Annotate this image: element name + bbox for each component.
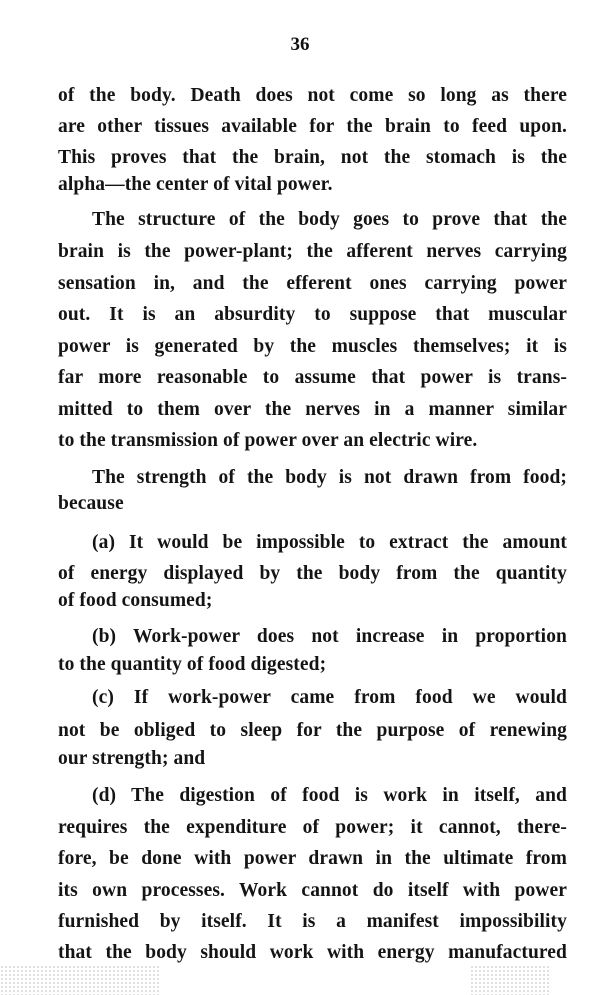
text-line: not be obliged to sleep for the purpose of renewing (58, 720, 567, 741)
text-line: far more reasonable to assume that power is trans- (58, 367, 567, 388)
scan-noise (470, 965, 550, 995)
text-line: of food consumed; (58, 590, 213, 611)
text-line: mitted to them over the nerves in a manner similar (58, 399, 567, 420)
text-line: that the body should work with energy manufactured (58, 942, 567, 963)
list-item-c: (c) If work-power came from food we would (92, 687, 567, 708)
text-line: This proves that the brain, not the stomach is the (58, 147, 567, 168)
text-line: fore, be done with power drawn in the ultimate from (58, 848, 567, 869)
text-line: to the quantity of food digested; (58, 654, 327, 675)
text-line: to the transmission of power over an electric wire. (58, 430, 478, 451)
list-item-d: (d) The digestion of food is work in itself, and (92, 785, 567, 806)
text-line: power is generated by the muscles themselves; it is (58, 336, 567, 357)
text-line: out. It is an absurdity to suppose that muscular (58, 304, 567, 325)
text-line: brain is the power-plant; the afferent nerves carrying (58, 241, 567, 262)
text-line: our strength; and (58, 748, 206, 769)
text-line: The structure of the body goes to prove that the (92, 209, 567, 230)
text-line: requires the expenditure of power; it cannot, there- (58, 817, 567, 838)
page-number: 36 (290, 34, 310, 55)
text-line: because (58, 493, 124, 514)
text-line: alpha—the center of vital power. (58, 174, 333, 195)
text-line: sensation in, and the efferent ones carrying power (58, 273, 567, 294)
scan-noise (0, 965, 160, 995)
text-line: The strength of the body is not drawn from food; (92, 467, 567, 488)
text-line: are other tissues available for the brain to feed upon. (58, 116, 567, 137)
text-line: of energy displayed by the body from the quantity (58, 563, 567, 584)
text-line: its own processes. Work cannot do itself with power (58, 880, 567, 901)
list-item-a: (a) It would be impossible to extract the amount (92, 532, 567, 553)
text-line: of the body. Death does not come so long as there (58, 85, 567, 106)
text-line: furnished by itself. It is a manifest impossibility (58, 911, 567, 932)
list-item-b: (b) Work-power does not increase in proportion (92, 626, 567, 647)
